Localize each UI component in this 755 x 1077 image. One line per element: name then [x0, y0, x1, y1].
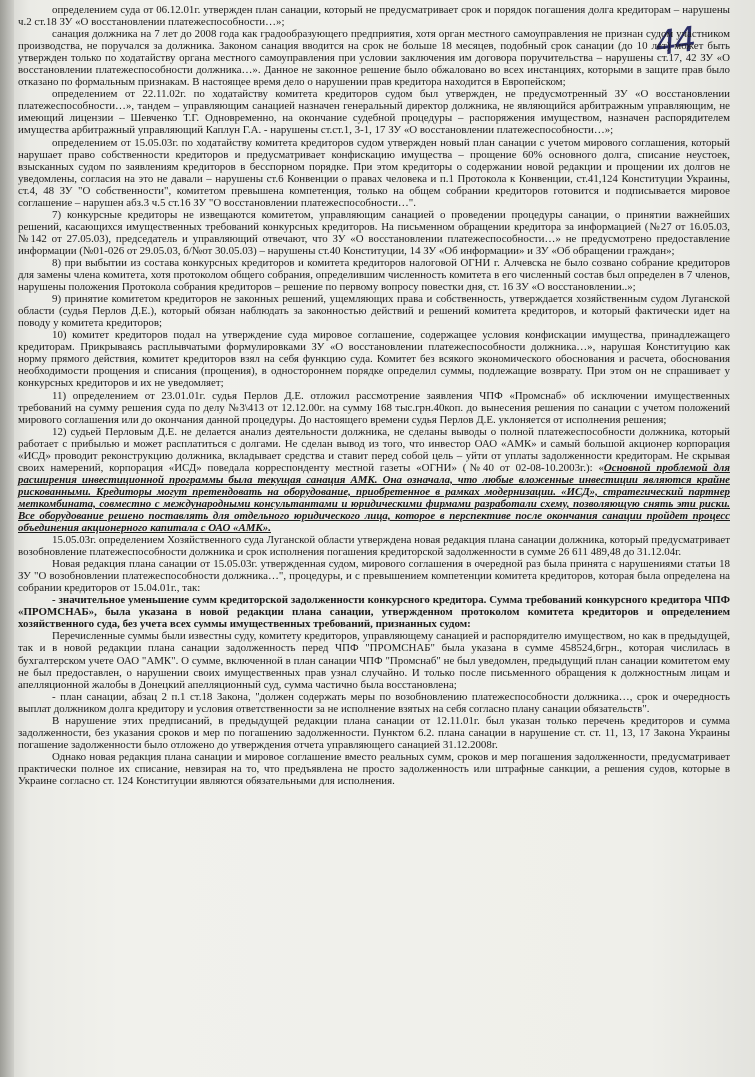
paragraph: санация должника на 7 лет до 2008 года как градообразующего предприятия, хотя орган местного самоуправления не признан судом участником производства, не поручался за должника. Законом санация вводится на срок не больше 18 месяцев, подобный срок санации (до 10 лет) может быть утвержден только по ходатайству органа местного самоуправления при условии заключения им договора поручительства – нарушены ст.17, 42 ЗУ «О восстановлении платежеспособности должника…». Данное не законное решение было обжаловано во всех инстанциях, которыми в защите прав было отказано по формальным признакам. В настоящее время дело о нарушении прав кредитора находится в Европейском;	[18, 28, 730, 89]
paragraph	[18, 426, 730, 534]
paragraph: 7) конкурсные кредиторы не извещаются комитетом, управляющим санацией о проведении процедуры санации, о принятии важнейших решений, касающихся имущественных требований конкурсных кредиторов. На письменном обращении кредитора за информацией (№27 от 16.05.03, №142 от 27.05.03), председатель и управляющий отвечают, что ЗУ «О восстановлении платежеспособности…» не предусмотрено предоставление информации (№01-026 от 29.05.03, б/№от 30.05.03) – нарушены ст.40 Конституции, 14 ЗУ «Об информации» и ЗУ «Об обращении граждан»;	[18, 208, 730, 257]
scan-shadow-edge	[0, 0, 14, 1077]
paragraph: Однако новая редакция плана санации и мировое соглашение вместо реальных сумм, сроков и мер погашения задолженности, предусматривает практически полное их списание, невзирая на то, что предъявлена не просто задолженность или штрафные санкции, а решения судов, которые в Украине согласно ст. 124 Конституции являются обязательными для исполнения.	[18, 750, 730, 787]
paragraph: определением от 15.05.03г. по ходатайству комитета кредиторов судом утвержден новый план санации с учетом мирового соглашения, который нарушает право собственности кредиторов и предусматривает конфискацию имущества – прощение 60% основного долга, списание неустоек, взысканных судом по заявлениям кредиторов в бесспорном порядке. При этом кредиторы о содержании новой редакции и прощении их долгов не уведомлены, согласия на это не давали – нарушены ст.6 Конвенции о правах человека и п.1 Протокола к Конвенции, ст.41,124 Конституции Украины, ст.4, 48 ЗУ "О собственности", комитетом превышена компетенция, только на общем собрании кредиторов готовится и подписывается мировое соглашение – нарушен абз.3 ч.5 ст.16 ЗУ "О восстановлении платежеспособности…".	[18, 136, 730, 209]
paragraph: определением от 22.11.02г. по ходатайству комитета кредиторов судом был утвержден, не предусмотренный ЗУ «О восстановлении платежеспособности…», тандем – управляющим санацией назначен генеральный директор должника, не являющийся арбитражным управляющим, не имеющий лицензии – Шевченко Т.Г. Одновременно, на окончание судебной процедуры – распоряжения имуществом, назначен распорядителем имущества арбитражный управляющий Каплун Г.А. - нарушены ст.ст.1, 3-1, 17 ЗУ «О восстановлении платежеспособности…»;	[18, 88, 730, 137]
paragraph-text: 12) судьей Перловым Д.Е. не делается анализ деятельности должника, не сделаны выводы о полной платежеспособности должника, который работает с прибылью и может расплатиться с долгами. Не сделан вывод из того, что инвестор ОАО «АМК» и самый большой акционер корпорация «ИСД» проводит реконструкцию должника, вкладывает средства и ставит перед собой цель – уйти от уплаты задолженности кредиторам. Не скрывая своих намерений, корпорация «ИСД» поведала корреспонденту местной газеты «ОГНИ» (№40 от 02-08-10.2003г.): «	[18, 425, 730, 474]
paragraph: 9) принятие комитетом кредиторов не законных решений, ущемляющих права и собственность, утверждается хозяйственным судом Луганской области (судья Перлов Д.Е.), который обязан наблюдать за законностью действий и решений комитета кредиторов, и который фактически идет на поводу у комитета кредиторов;	[18, 293, 730, 330]
quoted-newspaper-text: Основной проблемой для расширения инвестиционной программы была текущая санация АМК. Она означала, что любые вложенные инвестиции являются крайне рискованными. Кредиторы могут претендовать на оборудование, приобретенное в рамках модернизации. «ИСД», стратегический партнер меткомбината, совместно с международными консультантами и юридическими фирмами разработали схему, позволяющую снять эти риски. Все оборудование решено поставлять для отдельного юридического лица, которое в перспективе после окончания санации пройдет процесс объединения акционерного капитала с ОАО «АМК».	[18, 461, 730, 535]
paragraph: определением суда от 06.12.01г. утвержден план санации, который не предусматривает срок и порядок погашения долга кредиторам – нарушены ч.2 ст.18 ЗУ «О восстановлении платежеспособности…»;	[18, 4, 730, 29]
paragraph: - план санации, абзац 2 п.1 ст.18 Закона, "должен содержать меры по возобновлению платежеспособности должника…, срок и очередность выплат должником долга кредитору и условия ответственности за не исполнение взятых на себя согласно плану санации обязательств".	[18, 690, 730, 715]
handwritten-page-number: 44	[652, 19, 697, 65]
paragraph: 10) комитет кредиторов подал на утверждение суда мировое соглашение, содержащее условия конфискации имущества, принадлежащего кредиторам. Прикрываясь расплывчатыми формулировками ЗУ «О восстановлении платежеспособности должника…», нарушая Конституцию как норму прямого действия, комитет кредиторов взял на себя функцию суда. Комитет без всякого экономического обоснования и расчета, обоснования необходимости прощения и списания (прощения), в одностороннем порядке определил суммы, подлежащие возврату. При этом он не спрашивает у конкурсных кредиторов и их не уведомляет;	[18, 329, 730, 390]
paragraph: 15.05.03г. определением Хозяйственного суда Луганской области утверждена новая редакция плана санации должника, который предусматривает возобновление платежеспособности должника и срок исполнения погашения кредиторской задолженности в сумме 26 611 489,48 до 31.12.04г.	[18, 534, 730, 559]
paragraph: В нарушение этих предписаний, в предыдущей редакции плана санации от 12.11.01г. был указан только перечень кредиторов и сумма задолженности, без указания сроков и мер по погашению задолженности. Пунктом 6.2. плана санации в нарушение ст. ст. 11, 13, 17 Закона Украины погашение задолженности было отложено до утверждения отчета управляющего санацией 31.12.2008г.	[18, 714, 730, 751]
paragraph: Перечисленные суммы были известны суду, комитету кредиторов, управляющему санацией и распорядителю имуществом, но как в предыдущей, так и в новой редакции плана санации задолженность перед ЧПФ "ПРОМСНАБ" была указана в сумме 458524,6грн., которая числилась в бухгалтерском учете ОАО "АМК". О сумме, включенной в план санации ЧПФ "Промснаб" не был уведомлен, предыдущий план санации комитетом ему не был предоставлен, о нарушении своих имущественных прав узнал случайно. И только после письменного обращения к должностным лицам и апелляционной жалобы в Донецкий апелляционный суд, сумма частично была восстановлена;	[18, 630, 730, 691]
document-body	[18, 4, 730, 787]
paragraph: 8) при выбытии из состава конкурсных кредиторов и комитета кредиторов налоговой ОГНИ г. Алчевска не было созвано собрание кредиторов для замены члена комитета, хотя протоколом общего собрания, определившим численность комитета в его численный состав был определен в 7 членов, нарушены положения Протокола собрания кредиторов – решение по первому вопросу повестки дня, ст. 16 ЗУ «О восстановлении..»;	[18, 256, 730, 294]
paragraph: 11) определением от 23.01.01г. судья Перлов Д.Е. отложил рассмотрение заявления ЧПФ «Промснаб» об исключении имущественных требований на сумму решения суда по делу №3\413 от 12.12.00г. на сумму 168 тыс.грн.40коп. до вынесения решения по санации с учетом положений мирового соглашения или до окончания данной процедуры. До настоящего времени судья Перлов Д.Е. уклоняется от исполнения решения;	[18, 389, 730, 426]
bold-paragraph: - значительное уменьшение сумм кредиторской задолженности конкурсного кредитора. Сумма требований конкурсного кредитора ЧПФ «ПРОМСНАБ», была указана в новой редакции плана санации, утвержденном протоколом комитета кредиторов и определением хозяйственного суда, без учета всех суммы имущественных требований, признанных судом:	[18, 594, 730, 631]
paragraph: Новая редакция плана санации от 15.05.03г. утвержденная судом, мирового соглашения в очередной раз была принята с нарушениями статьи 18 ЗУ "О возобновлении платежеспособности должника…", процедуры, и с превышением компетенции комитета кредиторов, которая была определена на собрании кредиторов от 15.04.01г., так:	[18, 558, 730, 595]
